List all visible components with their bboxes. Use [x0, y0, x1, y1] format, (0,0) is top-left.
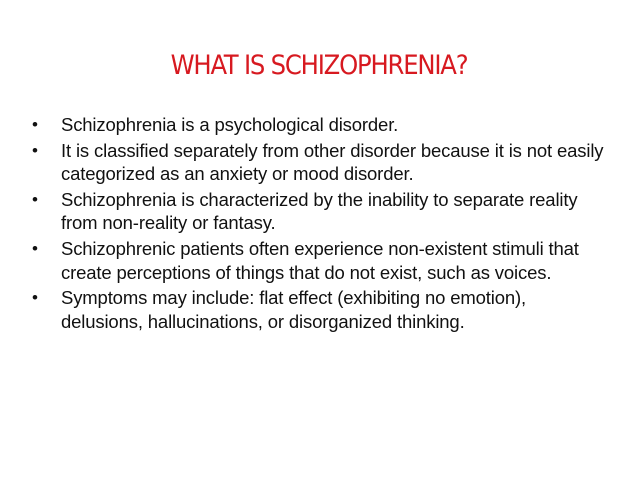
bullet-icon: •	[32, 115, 38, 134]
bullet-item	[32, 286, 607, 333]
bullet-text: Schizophrenic patients often experience non-existent stimuli that create perceptions of things that do not exist, such as voices.	[61, 237, 579, 283]
bullet-text: Symptoms may include: flat effect (exhibiting no emotion), delusions, hallucinations, or disorganized thinking.	[61, 287, 526, 332]
bullet-icon: •	[32, 189, 38, 209]
bullet-icon: •	[32, 140, 38, 160]
bullet-item	[32, 113, 607, 137]
slide-title: WHAT IS SCHIZOPHRENIA?	[170, 50, 468, 81]
bullet-text: It is classified separately from other disorder because it is not easily categorized as an anxiety or mood disorder.	[61, 139, 604, 185]
bullet-item	[32, 139, 607, 186]
bullet-text: Schizophrenia is a psychological disorder.	[61, 114, 399, 135]
bullet-list	[32, 113, 607, 335]
bullet-text: Schizophrenia is characterized by the inability to separate reality from non-reality or fantasy.	[61, 188, 578, 234]
bullet-item	[32, 188, 607, 235]
bullet-icon: •	[32, 288, 38, 308]
bullet-icon: •	[32, 238, 38, 258]
bullet-item	[32, 237, 607, 284]
